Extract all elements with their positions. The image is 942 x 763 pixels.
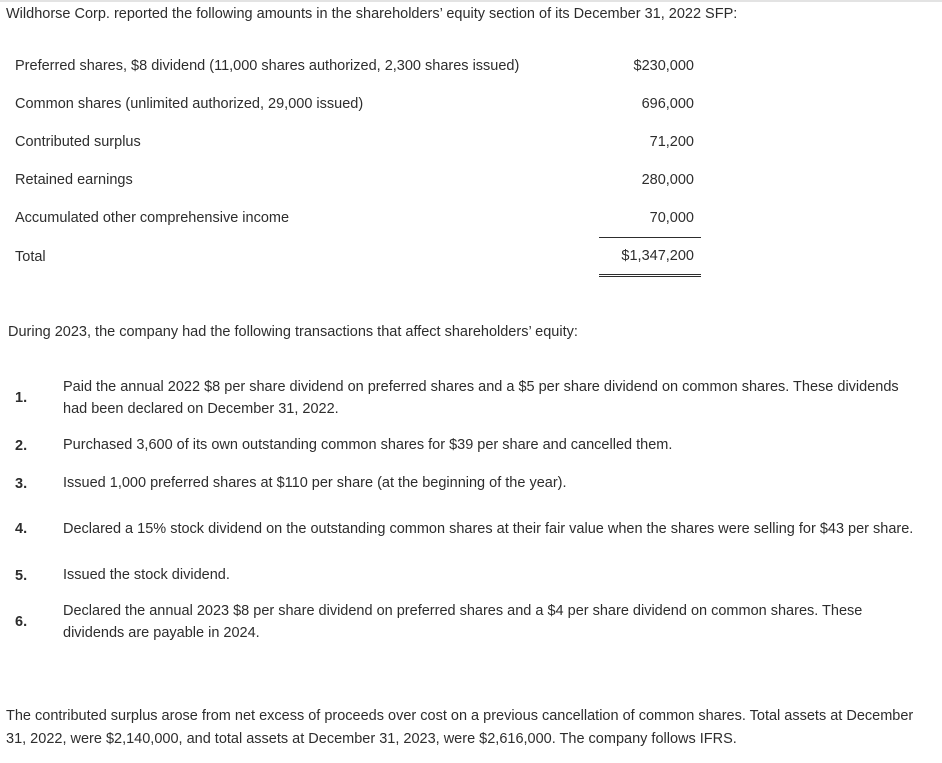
list-item <box>0 372 942 424</box>
top-divider <box>0 0 942 2</box>
row-amount: 280,000 <box>641 172 694 188</box>
table-row <box>0 47 701 85</box>
item-text: Paid the annual 2022 $8 per share dividend on preferred shares and a $5 per share dividend on common shares. These dividends had been declared on December 31, 2022. <box>63 378 899 417</box>
item-number: 1. <box>15 390 28 406</box>
row-label: Common shares (unlimited authorized, 29,000 issued) <box>15 96 364 112</box>
total-label: Total <box>15 248 46 265</box>
row-amount: 71,200 <box>649 134 694 150</box>
total-amount: $1,347,200 <box>599 238 701 276</box>
table-row <box>0 199 701 238</box>
item-number: 2. <box>15 437 28 454</box>
item-number: 3. <box>15 475 28 492</box>
list-item <box>0 564 942 587</box>
row-label: Contributed surplus <box>15 134 141 150</box>
list-item <box>0 472 942 495</box>
row-label: Preferred shares, $8 dividend (11,000 shares authorized, 2,300 shares issued) <box>15 58 520 74</box>
table-row <box>0 85 701 123</box>
row-amount: 696,000 <box>641 96 694 112</box>
item-text: Issued 1,000 preferred shares at $110 per share (at the beginning of the year). <box>63 475 567 492</box>
row-amount: 70,000 <box>599 199 701 238</box>
item-text: Purchased 3,600 of its own outstanding common shares for $39 per share and cancelled them. <box>63 437 673 454</box>
table-row <box>0 161 701 199</box>
row-label: Retained earnings <box>15 172 133 188</box>
transactions-intro: During 2023, the company had the following transactions that affect shareholders’ equity: <box>8 324 578 340</box>
row-label: Accumulated other comprehensive income <box>15 210 290 227</box>
item-number: 5. <box>15 567 28 584</box>
row-amount: $230,000 <box>633 58 694 74</box>
closing-paragraph: The contributed surplus arose from net excess of proceeds over cost on a previous cancellation of common shares. Total assets at December 31, 2022, were $2,140,000, and total assets at December 31, 2023, were $2,616,000. The company follows IFRS. <box>6 708 914 747</box>
total-row <box>0 238 701 276</box>
item-number: 4. <box>15 521 28 537</box>
list-item <box>0 505 942 553</box>
intro-text: Wildhorse Corp. reported the following amounts in the shareholders’ equity section of its December 31, 2022 SFP: <box>6 6 738 22</box>
item-number: 6. <box>15 614 28 630</box>
list-item <box>0 434 942 457</box>
table-row <box>0 123 701 161</box>
item-text: Declared the annual 2023 $8 per share dividend on preferred shares and a $4 per share dividend on common shares. These dividends are payable in 2024. <box>63 602 863 641</box>
equity-table <box>0 47 701 277</box>
item-text: Issued the stock dividend. <box>63 567 230 584</box>
list-item <box>0 598 942 646</box>
item-text: Declared a 15% stock dividend on the outstanding common shares at their fair value when the shares were selling for $43 per share. <box>63 520 914 537</box>
transaction-list <box>0 372 942 646</box>
